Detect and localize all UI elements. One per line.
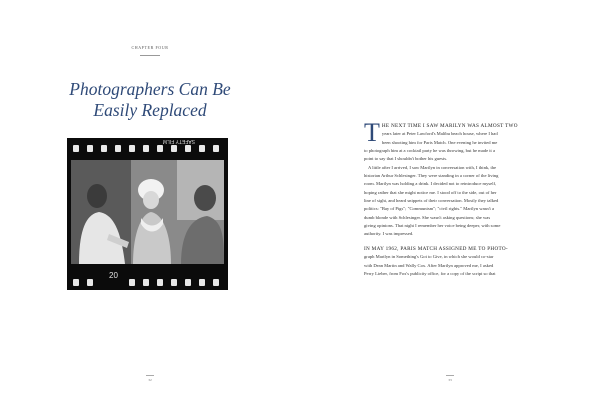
lead-in-caps: HE NEXT TIME I SAW MARILYN WAS ALMOST TWO xyxy=(381,123,518,129)
left-page-number: 32 xyxy=(148,378,152,382)
paragraph-2-line: authority. I was impressed. xyxy=(364,231,414,237)
paragraph-3 xyxy=(364,245,522,278)
photo-frame xyxy=(71,160,224,264)
body-text xyxy=(364,118,522,278)
left-folio-rule xyxy=(146,375,154,376)
paragraph-3-line: with Dean Martin and Wally Cox. After Marilyn approved me, I asked xyxy=(364,262,494,268)
chapter-label: CHAPTER FOUR xyxy=(131,45,169,50)
paragraph-2-line: line of sight, and heard snippets of their conversation. Mostly they talked xyxy=(364,198,499,204)
right-page xyxy=(300,0,600,408)
right-folio-rule xyxy=(446,375,454,376)
chapter-rule xyxy=(140,55,160,56)
paragraph-3-line: Perry Lieber, from Fox's publicity office, for a copy of the script so that xyxy=(364,270,496,276)
paragraph-2-line: room. Marilyn was holding a drink. I decided not to reintroduce myself, xyxy=(364,181,497,187)
contact-sheet-photo xyxy=(67,138,228,290)
paragraph-2-line: hoping rather that she might notice me. I stood off to the side, out of her xyxy=(364,189,497,195)
film-edge-text: SAFETY FILM xyxy=(162,138,195,144)
paragraph-2-line: politics: "Bay of Pigs"; "Communism"; "civil rights." Marilyn wasn't a xyxy=(364,206,494,212)
photo-illustration xyxy=(67,138,228,290)
paragraph-3-line: graph Marilyn in Something's Got to Give, in which she would co-star xyxy=(364,254,494,260)
drop-cap: T xyxy=(364,118,380,147)
paragraph-2 xyxy=(364,164,522,239)
paragraph-1-line: point to say that I shouldn't bother his guests. xyxy=(364,156,448,162)
section-lead-in: IN MAY 1962, PARIS MATCH ASSIGNED ME TO PHOTO- xyxy=(364,245,508,252)
paragraph-1 xyxy=(364,118,522,164)
paragraph-2-line: giving opinions. That night I remember her voice being deeper, with some xyxy=(364,223,501,229)
paragraph-1-line: years later at Peter Lawford's Malibu beach house, where I had xyxy=(381,131,498,137)
right-page-number: 33 xyxy=(448,378,452,382)
chapter-title-line-1: Photographers Can Be xyxy=(69,79,231,99)
film-frame-number: 20 xyxy=(109,271,118,280)
chapter-title xyxy=(30,79,270,121)
paragraph-1-line: been shooting him for Paris Match. One evening he invited me xyxy=(381,139,498,145)
paragraph-2-line: dumb blonde with Schlesinger. She wasn't asking questions; she was xyxy=(364,214,491,220)
paragraph-2-line: A little after I arrived, I saw Marilyn in conversation with, I think, the xyxy=(368,164,497,170)
paragraph-1-line: to photograph him at a cocktail party he was throwing, but he made it a xyxy=(364,148,496,154)
paragraph-2-line: historian Arthur Schlesinger. They were standing in a corner of the living xyxy=(364,173,499,179)
chapter-title-line-2: Easily Replaced xyxy=(93,100,207,120)
